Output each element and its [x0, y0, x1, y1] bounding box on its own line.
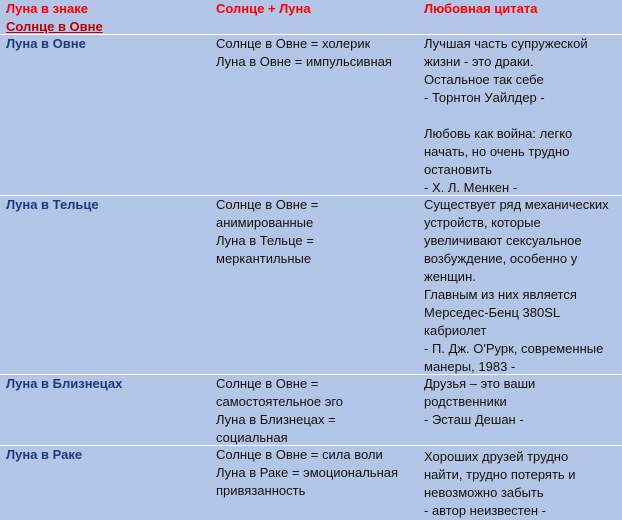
moon-sign-label: Луна в Тельце [6, 197, 99, 212]
combo-line: Луна в Близнецах = [216, 412, 336, 427]
sun-moon-combo [216, 35, 416, 71]
combo-line: Солнце в Овне = сила воли [216, 447, 383, 462]
quote-line: Существует ряд механических [424, 197, 609, 212]
combo-line: Луна в Раке = эмоциональная [216, 465, 399, 480]
moon-sign-label: Луна в Овне [6, 36, 86, 51]
moon-sign-label: Луна в Раке [6, 447, 83, 462]
love-quote [424, 196, 618, 376]
quote-line: возбуждение, особенно у [424, 251, 578, 266]
quote-line: начать, но очень трудно [424, 144, 570, 159]
quote-line: Главным из них является [424, 287, 577, 302]
combo-line: анимированные [216, 215, 314, 230]
quote-line: Друзья – это ваши [424, 376, 536, 391]
quote-line: устройств, которые [424, 215, 541, 230]
header-love-quote [424, 0, 618, 18]
combo-line: Солнце в Овне = [216, 376, 319, 391]
quote-line: остановить [424, 162, 493, 177]
quote-line: Любовь как война: легко [424, 126, 573, 141]
header-moon-sign-label: Луна в знаке [6, 1, 88, 16]
header-sun-sign-label: Солнце в Овне [6, 19, 103, 34]
combo-line: Солнце в Овне = холерик [216, 36, 371, 51]
quote-author: - Х. Л. Менкен - [424, 180, 518, 195]
quote-line: родственники [424, 394, 507, 409]
quote-line: Мерседес-Бенц 380SL [424, 305, 561, 320]
quote-line: жизни - это драки. [424, 54, 534, 69]
combo-line: Луна в Тельце = [216, 233, 314, 248]
header-sun-moon-label: Солнце + Луна [216, 1, 311, 16]
combo-line: Солнце в Овне = [216, 197, 319, 212]
quote-line: кабриолет [424, 323, 487, 338]
moon-sign-label: Луна в Близнецах [6, 376, 123, 391]
quote-line: увеличивают сексуальное [424, 233, 582, 248]
header-sun-moon [216, 0, 416, 18]
quote-line: найти, трудно потерять и [424, 467, 576, 482]
combo-line: Луна в Овне = импульсивная [216, 54, 392, 69]
quote-author: - Эсташ Дешан - [424, 412, 524, 427]
quote-line: Лучшая часть супружеской [424, 36, 588, 51]
combo-line: социальная [216, 430, 288, 445]
quote-line: женщин. [424, 269, 476, 284]
love-quote [424, 375, 618, 429]
quote-author: - автор неизвестен - [424, 503, 546, 518]
love-quote [424, 448, 618, 520]
combo-line: привязанность [216, 483, 306, 498]
quote-line: Хороших друзей трудно [424, 449, 569, 464]
sun-moon-combo [216, 196, 416, 268]
quote-author: - Торнтон Уайлдер - [424, 90, 545, 105]
header-love-quote-label: Любовная цитата [424, 1, 538, 16]
quote-author: манеры, 1983 - [424, 359, 516, 374]
sun-moon-combo [216, 375, 416, 447]
sun-moon-combo [216, 446, 416, 500]
combo-line: меркантильные [216, 251, 312, 266]
quote-author: - П. Дж. О'Рурк, современные [424, 341, 604, 356]
header-moon-sign [6, 0, 206, 36]
quote-line: Остальное так себе [424, 72, 544, 87]
combo-line: самостоятельное эго [216, 394, 344, 409]
quote-line: невозможно забыть [424, 485, 544, 500]
love-quote [424, 35, 618, 197]
